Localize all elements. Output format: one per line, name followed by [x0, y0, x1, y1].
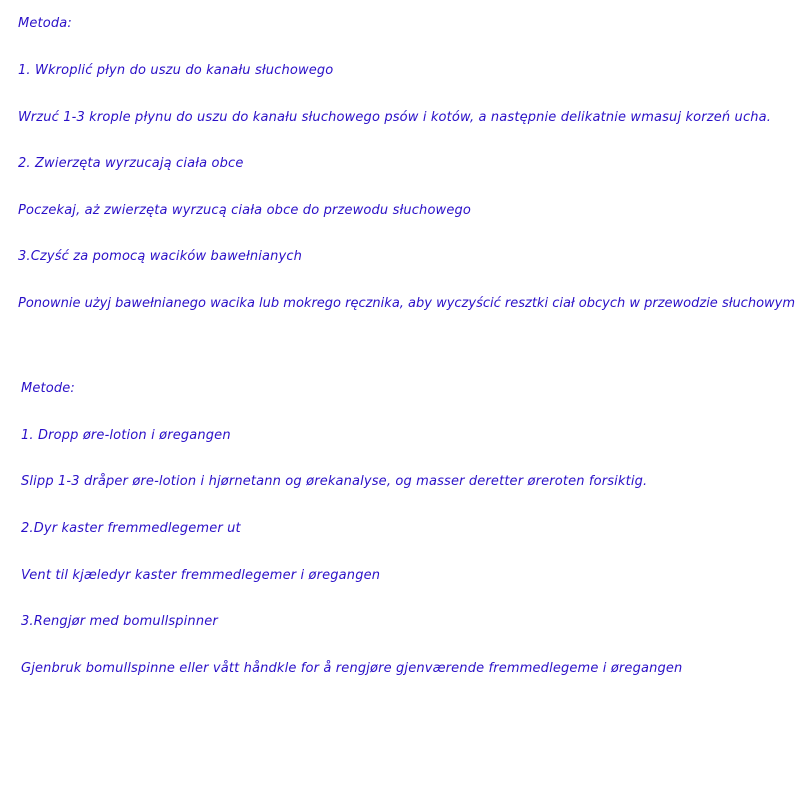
- step-1-description: Wrzuć 1-3 krople płynu do uszu do kanału słuchowego psów i kotów, a następnie delikatnie wmasuj korzeń ucha.: [18, 110, 772, 125]
- step-2-description: Vent til kjæledyr kaster fremmedlegemer i øregangen: [21, 568, 381, 583]
- step-2-title: 2.Dyr kaster fremmedlegemer ut: [21, 521, 241, 536]
- step-1-description: Slipp 1-3 dråper øre-lotion i hjørnetann og ørekanalyse, og masser deretter øreroten forsiktig.: [21, 474, 648, 489]
- step-1-title: 1. Wkroplić płyn do uszu do kanału słuchowego: [18, 63, 334, 78]
- section-heading: Metode:: [21, 381, 75, 396]
- step-3-title: 3.Rengjør med bomullspinner: [21, 614, 218, 629]
- step-3-title: 3.Czyść za pomocą wacików bawełnianych: [18, 249, 303, 264]
- section-heading: Metoda:: [18, 16, 72, 31]
- step-1-title: 1. Dropp øre-lotion i øregangen: [21, 428, 231, 443]
- step-2-title: 2. Zwierzęta wyrzucają ciała obce: [18, 156, 244, 171]
- step-2-description: Poczekaj, aż zwierzęta wyrzucą ciała obce do przewodu słuchowego: [18, 203, 471, 218]
- step-3-description: Gjenbruk bomullspinne eller vått håndkle for å rengjøre gjenværende fremmedlegeme i øregangen: [21, 661, 683, 676]
- step-3-description: Ponownie użyj bawełnianego wacika lub mokrego ręcznika, aby wyczyścić resztki ciał obcych w przewodzie słuchowym: [18, 296, 796, 311]
